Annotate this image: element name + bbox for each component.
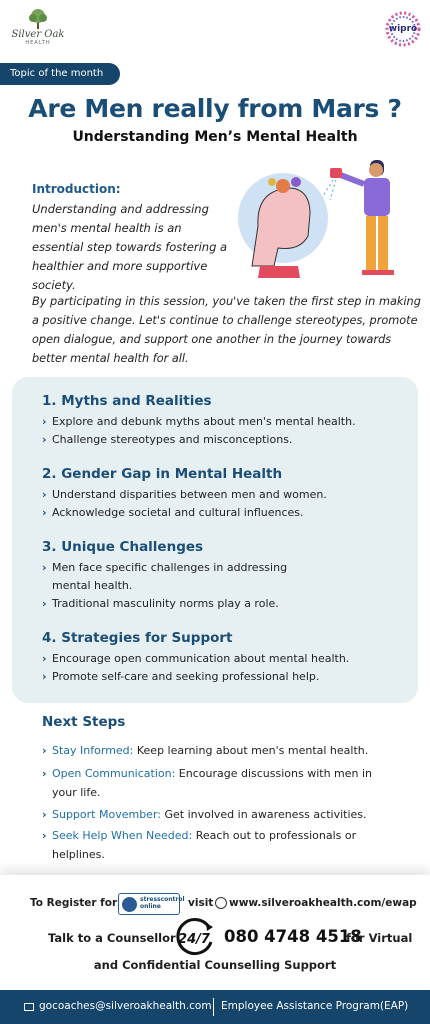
topic-badge: Topic of the month <box>0 63 120 85</box>
section-bullet: › Understand disparities between men and women. <box>42 486 402 504</box>
for-virtual-label: for Virtual <box>346 931 413 945</box>
intro-paragraph-1: Understanding and addressing men's mental health is an essential step towards fostering a healthier and more supportive society. <box>32 202 228 292</box>
talk-label: Talk to a Counsellor <box>48 931 176 945</box>
stresscontrol-text <box>140 896 185 910</box>
website-link[interactable]: www.silveroakhealth.com/ewap <box>229 897 417 909</box>
footer-program: Employee Assistance Program(EAP) <box>221 1000 409 1012</box>
next-step-item <box>42 826 397 864</box>
silver-oak-logo <box>8 8 68 48</box>
intro-paragraph-2: By participating in this session, you've taken the first step in making a positive change. Let's continue to challenge stereotypes, promote open dialogue, and support one another in the journey towards better mental health for all. <box>32 295 421 365</box>
globe-icon <box>215 897 227 909</box>
section-heading-myths: 1. Myths and Realities <box>42 393 212 409</box>
wipro-wordmark: wipro <box>388 24 418 34</box>
next-step-item <box>42 764 397 802</box>
intro-heading: Introduction: <box>32 182 121 196</box>
section-bullet: › Traditional masculinity norms play a role. <box>42 595 402 613</box>
visit-label: visit <box>188 897 214 909</box>
next-step-label: Open Communication: <box>52 767 176 780</box>
next-step-label: Stay Informed: <box>52 744 134 757</box>
section-bullet: › Encourage open communication about mental health. <box>42 650 402 668</box>
page-subtitle: Understanding Men’s Mental Health <box>72 129 358 145</box>
mail-icon <box>24 1003 34 1011</box>
logo-subtext: HEALTH <box>25 40 51 46</box>
footer-email[interactable]: gocoaches@silveroakhealth.com <box>39 1000 212 1012</box>
next-step-text: Keep learning about men's mental health. <box>133 744 369 757</box>
phone-number[interactable]: 080 4748 4518 <box>224 927 362 946</box>
section-bullet: › Challenge stereotypes and misconceptions. <box>42 431 402 449</box>
stresscontrol-badge[interactable] <box>118 893 185 915</box>
ring-text: 24/7 <box>178 932 210 947</box>
section-bullet: › Promote self-care and seeking professional help. <box>42 668 402 686</box>
section-heading-challenges: 3. Unique Challenges <box>42 539 204 555</box>
logo-wordmark: Silver Oak <box>11 29 65 40</box>
next-step-text: Reach out to professionals or helplines. <box>52 829 357 861</box>
section-heading-strategies: 4. Strategies for Support <box>42 630 233 646</box>
page-title: Are Men really from Mars ? <box>28 94 402 123</box>
badge-line-2: online <box>140 903 161 910</box>
mental-health-illustration <box>238 156 408 282</box>
section-bullet: › Acknowledge societal and cultural influences. <box>42 504 402 522</box>
next-step-label: Support Movember: <box>52 808 161 821</box>
section-bullet: › Explore and debunk myths about men's mental health. <box>42 413 402 431</box>
stresscontrol-icon <box>122 897 137 912</box>
tree-icon <box>26 8 50 30</box>
wipro-logo <box>384 10 422 48</box>
footer-divider <box>213 998 214 1016</box>
section-heading-gender-gap: 2. Gender Gap in Mental Health <box>42 466 283 482</box>
next-steps-heading: Next Steps <box>42 714 126 730</box>
register-prefix: To Register for <box>30 897 118 909</box>
next-step-label: Seek Help When Needed: <box>52 829 193 842</box>
footer-bar <box>0 990 430 1024</box>
badge-line-1: stresscontrol <box>140 896 185 903</box>
next-step-item <box>42 805 402 824</box>
24-7-icon <box>173 917 215 959</box>
next-step-text: Encourage discussions with men in your life. <box>52 767 373 799</box>
next-step-item <box>42 741 402 760</box>
section-bullet: › Men face specific challenges in addressing mental health. <box>42 559 322 595</box>
next-step-text: Get involved in awareness activities. <box>160 808 367 821</box>
counselling-support-label: and Confidential Counselling Support <box>93 958 337 972</box>
